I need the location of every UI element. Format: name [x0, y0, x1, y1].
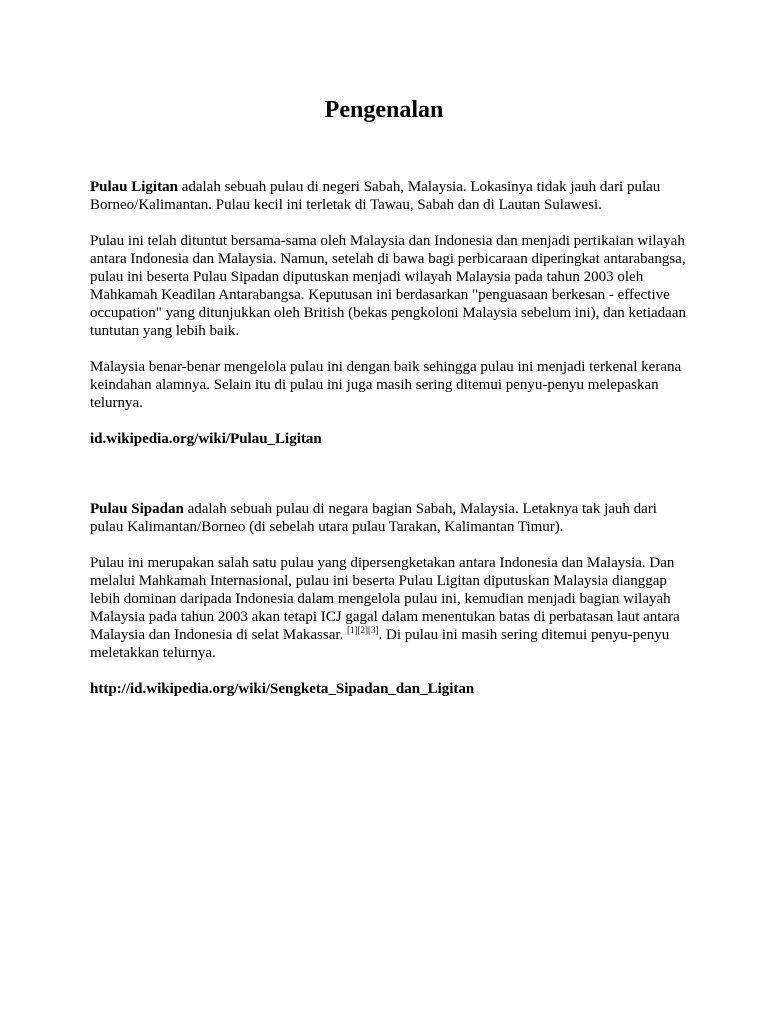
sipadan-term: Pulau Sipadan	[90, 501, 184, 517]
sengketa-wikipedia-link[interactable]: http://id.wikipedia.org/wiki/Sengketa_Sipadan_dan_Ligitan	[90, 681, 475, 697]
sipadan-source-line	[90, 680, 690, 698]
ligitan-wikipedia-link[interactable]: id.wikipedia.org/wiki/Pulau_Ligitan	[90, 431, 322, 447]
sipadan-intro-paragraph	[90, 500, 690, 536]
ligitan-source-line	[90, 430, 690, 448]
ligitan-intro-text: adalah sebuah pulau di negeri Sabah, Malaysia. Lokasinya tidak jauh dari pulau Borneo/Kalimantan. Pulau kecil ini terletak di Tawau, Sabah dan di Lautan Sulawesi.	[90, 179, 661, 213]
ligitan-nature-paragraph: Malaysia benar-benar mengelola pulau ini dengan baik sehingga pulau ini menjadi terkenal kerana keindahan alamnya. Selain itu di pulau ini juga masih sering ditemui penyu-penyu melepaskan telurnya.	[90, 359, 682, 411]
sipadan-dispute-tail: . Di pulau ini masih sering ditemui penyu-penyu meletakkan telurnya.	[90, 627, 670, 661]
sipadan-dispute-text: Pulau ini merupakan salah satu pulau yang dipersengketakan antara Indonesia dan Malaysia. Dan melalui Mahkamah Internasional, pulau ini beserta Pulau Ligitan diputuskan Malaysia dianggap lebih dominan daripada Indonesia dalam mengelola pulau ini, kemudian menjadi bagian wilayah Malaysia pada tahun 2003 akan tetapi ICJ gagal dalam menentukan batas di perbatasan laut antara Malaysia dan Indonesia di selat Makassar.	[90, 555, 680, 643]
citation-refs[interactable]: [1][2][3]	[347, 625, 379, 635]
ligitan-term: Pulau Ligitan	[90, 179, 178, 195]
sipadan-dispute-paragraph	[90, 554, 690, 662]
sipadan-intro-text: adalah sebuah pulau di negara bagian Sabah, Malaysia. Letaknya tak jauh dari pulau Kalimantan/Borneo (di sebelah utara pulau Tarakan, Kalimantan Timur).	[90, 501, 657, 535]
ligitan-dispute-paragraph: Pulau ini telah dituntut bersama-sama oleh Malaysia dan Indonesia dan menjadi pertikaian wilayah antara Indonesia dan Malaysia. Namun, setelah di bawa bagi perbicaraan diperingkat antarabangsa, pulau ini beserta Pulau Sipadan diputuskan menjadi wilayah Malaysia pada tahun 2003 oleh Mahkamah Keadilan Antarabangsa. Keputusan ini berdasarkan "penguasaan berkesan - effective occupation" yang ditunjukkan oleh British (bekas pengkoloni Malaysia sebelum ini), dan ketiadaan tuntutan yang lebih baik.	[90, 233, 686, 339]
ligitan-intro-paragraph	[90, 178, 690, 214]
document-page	[90, 92, 690, 697]
page-title: Pengenalan	[324, 97, 444, 123]
